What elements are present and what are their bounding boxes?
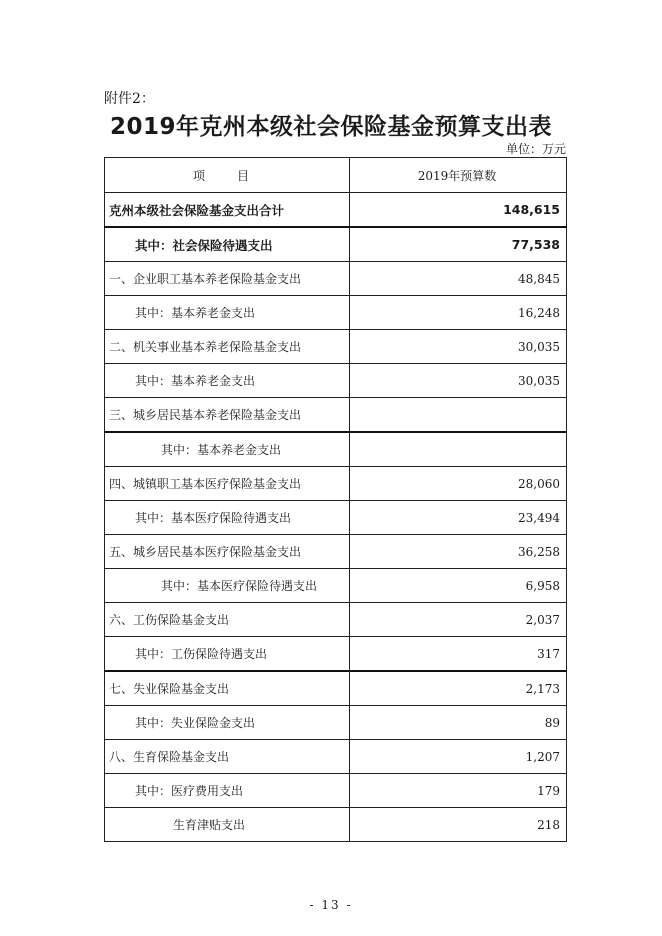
table-row — [105, 569, 567, 603]
row-value: 30,035 — [350, 364, 567, 398]
table-row — [105, 501, 567, 535]
table-row — [105, 227, 567, 262]
row-value: 1,207 — [350, 740, 567, 774]
attachment-label: 附件2： — [104, 91, 155, 107]
row-value: 6,958 — [350, 569, 567, 603]
row-label: 其中：社会保险待遇支出 — [105, 227, 350, 262]
row-value: 2,037 — [350, 603, 567, 637]
table-row — [105, 262, 567, 296]
row-label: 一、企业职工基本养老保险基金支出 — [105, 262, 350, 296]
table-row — [105, 637, 567, 672]
column-header-budget: 2019年预算数 — [350, 158, 567, 193]
table-row — [105, 296, 567, 330]
row-label: 其中：基本医疗保险待遇支出 — [105, 501, 350, 535]
column-header-item: 项 目 — [105, 158, 350, 193]
document-title: 2019年克州本级社会保险基金预算支出表 — [109, 114, 552, 140]
row-label: 克州本级社会保险基金支出合计 — [105, 193, 350, 228]
row-value: 77,538 — [350, 227, 567, 262]
row-label: 二、机关事业基本养老保险基金支出 — [105, 330, 350, 364]
row-value: 36,258 — [350, 535, 567, 569]
row-value — [350, 432, 567, 467]
row-value: 89 — [350, 706, 567, 740]
row-value: 2,173 — [350, 671, 567, 706]
table-row — [105, 193, 567, 228]
unit-label: 单位：万元 — [505, 142, 566, 156]
row-value: 28,060 — [350, 467, 567, 501]
row-value: 48,845 — [350, 262, 567, 296]
row-label: 其中：基本养老金支出 — [105, 432, 350, 467]
table-header-row — [105, 158, 567, 193]
row-value: 317 — [350, 637, 567, 672]
row-label: 七、失业保险基金支出 — [105, 671, 350, 706]
table-row — [105, 774, 567, 808]
row-value: 16,248 — [350, 296, 567, 330]
row-label: 其中：基本养老金支出 — [105, 296, 350, 330]
row-label: 其中：工伤保险待遇支出 — [105, 637, 350, 672]
row-value: 148,615 — [350, 193, 567, 228]
row-label: 其中：基本养老金支出 — [105, 364, 350, 398]
table-row — [105, 706, 567, 740]
row-label: 生育津贴支出 — [105, 808, 350, 842]
row-value: 179 — [350, 774, 567, 808]
row-label: 其中：基本医疗保险待遇支出 — [105, 569, 350, 603]
row-label: 三、城乡居民基本养老保险基金支出 — [105, 398, 350, 433]
table-row — [105, 671, 567, 706]
row-label: 八、生育保险基金支出 — [105, 740, 350, 774]
table-row — [105, 330, 567, 364]
table-row — [105, 535, 567, 569]
table-row — [105, 467, 567, 501]
row-value: 218 — [350, 808, 567, 842]
row-label: 四、城镇职工基本医疗保险基金支出 — [105, 467, 350, 501]
table-row — [105, 603, 567, 637]
row-label: 其中：医疗费用支出 — [105, 774, 350, 808]
table-row — [105, 808, 567, 842]
table-row — [105, 740, 567, 774]
row-value: 23,494 — [350, 501, 567, 535]
table-row — [105, 398, 567, 433]
table-row — [105, 432, 567, 467]
page-number: - 13 - — [309, 898, 353, 912]
budget-table — [104, 157, 567, 842]
row-value — [350, 398, 567, 433]
table-row — [105, 364, 567, 398]
row-value: 30,035 — [350, 330, 567, 364]
row-label: 六、工伤保险基金支出 — [105, 603, 350, 637]
row-label: 五、城乡居民基本医疗保险基金支出 — [105, 535, 350, 569]
row-label: 其中：失业保险金支出 — [105, 706, 350, 740]
